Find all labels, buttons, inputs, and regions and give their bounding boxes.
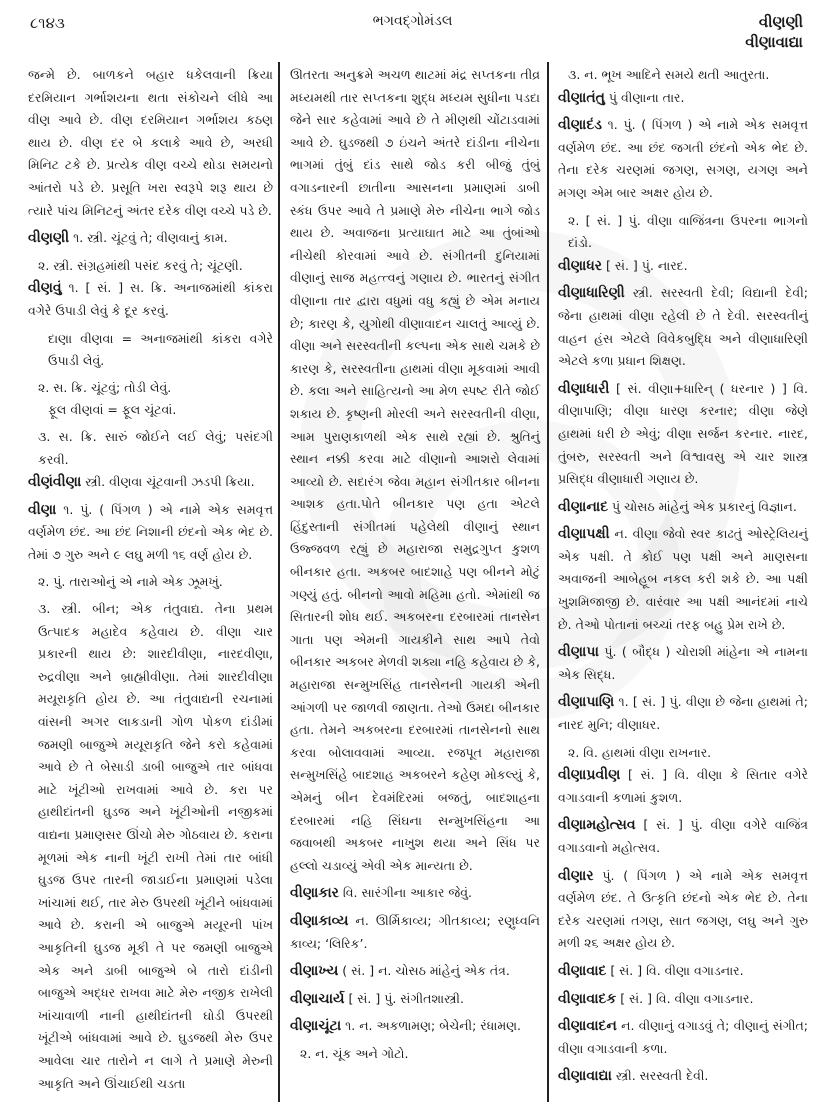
headword: વીણાપક્ષી — [558, 526, 610, 543]
dictionary-entry — [558, 814, 808, 859]
dictionary-entry — [558, 641, 808, 686]
headword: વીણાધારિણી — [558, 285, 625, 302]
headword: વીણાપાણિ — [558, 694, 615, 711]
dictionary-entry — [558, 691, 808, 736]
sense-text: ૩. ન. ભૂખ આદિને સમયે થતી આતુરતા. — [568, 67, 770, 82]
dictionary-entry — [558, 960, 808, 983]
dictionary-entry — [558, 988, 808, 1011]
sense-text: ૨. પું. તારાઓનું એ નામે એક ઝૂમખું. — [38, 574, 223, 590]
page-header — [0, 0, 825, 50]
headword: વીણાપ્રવીણ — [558, 767, 621, 784]
dictionary-entry — [558, 378, 808, 491]
column-3 — [558, 60, 808, 1093]
headword: વીણાકાવ્ય — [290, 912, 349, 929]
definition-text: [ સં. વીણા+ધારિન્ ( ધરનાર ) ] વિ. વીણાપાણિ; વીણા ધારણ કરનાર; વીણા જેણે હાથમાં ધરી છે એવું; વીણા સર્જન કરનાર. નારદ, તુંબરુ, સરસ્વતી અને વિશ્વાવસુ એ ચાર શાસ્ત્ર પ્રસિદ્ધ વીણાધારી ગણાય છે. — [558, 380, 808, 487]
definition-text: [ સં. ] પું. વીણા વગેરે વાજિંત્ર વગાડવાનો મહોત્સવ. — [558, 817, 808, 855]
definition-text: સ્ત્રી. સરસ્વતી દેવી. — [611, 1068, 709, 1084]
headword: વીણાતંતુ — [558, 89, 605, 106]
definition-text: ૧. [ સં. ] પું. વીણા છે જેના હાથમાં તે; નારદ મુનિ; વીણાધર. — [558, 694, 808, 733]
headword: વીણાચૂંટા — [290, 1018, 342, 1035]
dictionary-entry — [558, 764, 808, 809]
dictionary-entry — [558, 865, 808, 955]
headword: વીણાર — [558, 867, 594, 884]
dictionary-entry — [28, 227, 273, 250]
dictionary-entry — [558, 87, 808, 110]
headword: વીણાકાર — [290, 885, 339, 902]
headword: વીણાપા — [558, 644, 599, 661]
guide-words — [745, 12, 803, 52]
definition-text: ( સં. ] ન. ચોસઠ માંહેનું એક તંત્ર. — [338, 963, 510, 979]
definition-text: પું. ( બૌદ્ધ ) ચોરાશી માંહેના એ નામના એક સિદ્ધ. — [558, 644, 808, 682]
dictionary-entry — [28, 277, 273, 322]
book-title: ભગવદ્ગોમંડલ — [372, 13, 453, 29]
guide-word-first: વીણણી — [758, 13, 803, 31]
headword: વીણા — [28, 501, 57, 518]
sense-text: ૨. ન. ચૂંક અને ગોટો. — [300, 1045, 409, 1061]
headword: વીણાખ્ય — [290, 963, 339, 980]
sense-text: ૨. [ સં. ] પું. વીણા વાજિંત્રના ઉપરના ભાગનો દાંડો. — [568, 212, 808, 251]
dictionary-entry — [558, 496, 808, 519]
headword: વીણાવાદ — [558, 962, 607, 979]
column-1 — [28, 64, 273, 1095]
dictionary-entry — [290, 960, 540, 983]
definition-text: વિ. સારંગીના આકાર જેવું. — [338, 885, 472, 901]
sense-text: ૨. સ. ક્રિ. ચૂંટવું; તોડી લેવું. — [38, 379, 172, 395]
dictionary-entry — [558, 255, 808, 278]
definition-text: ન. વીણા જેવો સ્વર કાઢતું ઓસ્ટ્રેલિયનું એક પક્ષી. તે કોઈ પણ પક્ષી અને માણસના અવાજની આબેહૂબ નકલ કરી શકે છે. આ પક્ષી ખુશમિજાજી છે. વારંવાર આ પક્ષી આનંદમાં નાચે છે. તેઓ પોતાનાં બચ્ચાં તરફ બહુ પ્રેમ રાખે છે. — [558, 526, 808, 632]
headword: વીણવું — [28, 280, 62, 297]
headword: વીણંવીણા — [28, 474, 82, 491]
definition-text: પું. ( પિંગળ ) એ નામે એક સમવૃત્ત વર્ણમેળ છંદ. તે ઉત્કૃતિ છંદનો એક ભેદ છે. તેના દરેક ચરણમાં તગણ, સાત જગણ, લઘુ અને ગુરુ મળી ૨૬ અક્ષર હોય છે. — [558, 867, 808, 951]
definition-text: [ સં. ] વિ. વીણા વગાડનાર. — [606, 962, 744, 978]
sense-text: ૨. સ્ત્રી. સંગ્રહમાંથી પસંદ કરવું તે; ચૂંટણી. — [38, 257, 243, 273]
definition-text: ૧. ન. અકળામણ; બેચેની; રંધામણ. — [341, 1018, 522, 1034]
page-number: ૮૧૪૩ — [30, 14, 65, 32]
headword: વીણાધર — [558, 257, 603, 274]
definition-text: પું વીણાના તાર. — [604, 89, 685, 105]
sense-text: ૩. સ્ત્રી. બીન; એક તંતુવાદ્ય. તેના પ્રથમ ઉત્પાદક મહાદેવ કહેવાય છે. વીણા ચાર પ્રકારની થાય છે: શારદીવીણા, નારદવીણા, રુદ્રવીણા અને બ્રાહ્મીવીણા. તેમાં શારદીવીણા મયૂરાકૃતિ હોય છે. આ તંતુવાદ્યની રચનામાં વાંસની અગર લાકડાની ગોળ પોકળ દાંડીમાં જમણી બાજુએ મયૂરાકૃતિ જેને કરો કહેવામાં આવે છે તે બેસાડી ડાબી બાજુએ તાર બાંધવા માટે ખૂંટીઓ રાખવામાં આવે છે. કરા પર હાથીદાંતની ઘુડજ અને ખૂંટીઓની નજીકમાં વાદ્યના પ્રમાણસર ઊંચો મેરુ ગોઠવાય છે. કરાના મૂળમાં એક નાની ખૂંટી રાખી તેમાં તાર બાંધી ઘુડજ ઉપર તારની જાડાઈના પ્રમાણમાં પડેલા ખાંચામાં થઈ, તાર મેરુ ઉપરથી ખૂંટીને બાંધવામાં આવે છે. કરાની એ બાજુએ મયૂરની પાંખ આકૃતિની ઘુડજ મૂકી તે પર જમણી બાજુએ એક અને ડાબી બાજુએ બે તારો દાંડીની બાજુએ અદ્ધર રાખવા માટે મેરુ નજીક રાખેલી ખાંચાવાળી નાની હાથીદાંતની ઘોડી ઉપરથી ખૂંટીએ બાંધવામાં આવે છે. ઘુડજથી મેરુ ઉપર આવેલા ચાર તારોને ન લાગે તે પ્રમાણે મેરુની આકૃતિ અને ઊંચાઈથી ચડતા — [38, 601, 273, 1091]
definition-text: [ સં. ] પું. સંગીતશાસ્ત્રી. — [344, 990, 464, 1006]
headword: વીણણી — [28, 230, 70, 247]
definition-text: [ સં. ] પું. નારદ. — [602, 257, 688, 273]
definition-text: ૧. [ સં. ] સ. ક્રિ. અનાજમાંથી કાંકરા વગેરે ઉપાડી લેવું કે દૂર કરવું. — [28, 280, 273, 318]
definition-text: ૧. સ્ત્રી. ચૂંટવું તે; વીણવાનું કામ. — [69, 230, 228, 246]
headword: વીણાદંડ — [558, 117, 602, 134]
column-divider — [278, 62, 280, 1102]
headword: વીણાચાર્ય — [290, 990, 345, 1007]
headword: વીણાધારી — [558, 380, 610, 397]
headword: વીણામહોત્સવ — [558, 817, 636, 834]
dictionary-entry — [558, 523, 808, 636]
dictionary-entry — [290, 1015, 540, 1038]
dictionary-entry — [558, 114, 808, 204]
guide-word-last: વીણાવાદ્યા — [745, 33, 803, 51]
dictionary-entry — [290, 882, 540, 905]
dictionary-entry — [558, 1015, 808, 1060]
headword: વીણાનાદ — [558, 498, 609, 515]
headword: વીણાવાદન — [558, 1018, 617, 1035]
dictionary-entry — [290, 910, 540, 955]
dictionary-entry — [558, 282, 808, 372]
continued-text: જન્મે છે. બાળકને બહાર ધકેલવાની ક્રિયા દરમિયાન ગર્ભાશયના થતા સંકોચને લીધે આ વીણ આવે છે. વીણ દરમિયાન ગર્ભાશય કઠણ થાય છે. વીણ દર બે કલાકે આવે છે, અરધી મિનિટ ટકે છે. પ્રત્યેક વીણ વચ્ચે થોડા સમયનો આંતરો પડે છે. પ્રસૂતિ ખરા સ્વરૂપે શરૂ થાય છે ત્યારે પાંચ મિનિટનું અંતર દરેક વીણ વચ્ચે પડે છે. — [28, 67, 273, 218]
dictionary-entry — [28, 471, 273, 494]
definition-text: ૧. પું. ( પિંગળ ) એ નામે એક સમવૃત્ત વર્ણમેળ છંદ. આ છંદ જગતી છંદનો એક ભેદ છે. તેના દરેક ચરણમાં જગણ, સગણ, યગણ અને મગણ એમ બાર અક્ષર હોય છે. — [558, 117, 808, 200]
continued-text: ઊતરતા અનુક્રમે અચળ થાટમાં મંદ્ર સપ્તકના તીવ્ર મધ્યમથી તાર સપ્તકના શુદ્ધ મધ્યમ સુધીના પડદા જેને સાર કહેવામાં આવે છે તે મીણથી ચોંટાડવામાં આવે છે. ઘુડજથી ૭ ઇંચને અંતરે દાંડીના નીચેના ભાગમાં તુંબું દાંડ સાથે જોડ કરી બીજું તુંબું વગાડનારની છાતીના આસનના પ્રમાણમાં ડાબી સ્કંધ ઉપર આવે તે પ્રમાણે મેરુ નીચેના ભાગે જોડ થાય છે. અવાજના પ્રત્યાઘાત માટે આ તુંબાંઓ નીચેથી કોરવામાં આવે છે. સંગીતની દુનિયામાં વીણાનું સાજ મહત્ત્વનું ગણાય છે. ભારતનું સંગીત વીણાના તાર દ્વારા વધુમાં વધુ કહ્યું છે એમ મનાય છે; કારણ કે, યુગોથી વીણાવાદન ચાલતું આવ્યું છે. વીણા અને સરસ્વતીની કલ્પના એક સાથે ચમકે છે કારણ કે, સરસ્વતીના હાથમાં વીણા મૂકવામાં આવી છે. કલા અને સાહિત્યનો આ મેળ સ્પષ્ટ રીતે જોઈ શકાય છે. કૃષ્ણની મોરલી અને સરસ્વતીની વીણા, આમ પુરાણકાળથી એક સાથે રહ્યાં છે. શ્રુતિનું સ્થાન નક્કી કરવા માટે વીણાનો આશરો લેવામાં આવ્યો છે. સદારંગ જેવા મહાન સંગીતકાર બીનના આશક હતા.પોતે બીનકાર પણ હતા એટલે હિંદુસ્તાની સંગીતમાં પહેલેથી વીણાનું સ્થાન ઉજ્જવળ રહ્યું છે મહારાજા સમુદ્રગુપ્ત કુશળ બીનકાર હતા. અકબર બાદશાહે પણ બીનને મોટું ગણ્યું હતું. બીનનો આવો મહિમા હતો. એમાંથી જ સિતારની શોધ થઈ. અકબરના દરબારમાં તાનસેન ગાતા પણ એમની ગાયકીને સાથ આપે તેવો બીનકાર અકબર મેળવી શક્યા નહિ કહેવાય છે કે, મહારાજા સન્મુખસિંહ તાનસેનની ગાયકી એની આંગળી પર જાળવી જાણતા. તેઓ ઉમદા બીનકાર હતા. તેમને અકબરના દરબારમાં તાનસેનનો સાથ કરવા બોલાવવામાં આવ્યા. રજપૂત મહારાજા સન્મુખસિંહે બાદશાહ અકબરને કહેણ મોકલ્યું કે, એમનું બીન દેવમંદિરમાં બજતું, બાદશાહના દરબારમાં નહિ સિંઘના સન્મુખસિંહના આ જવાબથી અકબર નાખુશ થયા અને સિંધ પર હલ્લો ચડાવ્યું એવી એક માન્યતા છે. — [290, 67, 540, 873]
definition-text: ન. ઊર્મિકાવ્ય; ગીતકાવ્ય; રણુધ્વનિ કાવ્ય; ‘લિરિક’. — [290, 912, 540, 951]
sense-text: ૩. સ. ક્રિ. સારું જોઈને લઈ લેવું; પસંદગી કરવી. — [38, 428, 273, 467]
usage-example: ફૂલ વીણવાં = ફૂલ ચૂંટવાં. — [48, 402, 177, 418]
definition-text: પું ચોસઠ માંહેનું એક પ્રકારનું વિજ્ઞાન. — [608, 498, 797, 514]
headword: વીણાવાદ્યા — [558, 1068, 612, 1085]
headword: વીણાવાદક — [558, 990, 617, 1007]
dictionary-entry — [290, 988, 540, 1011]
column-2 — [290, 64, 540, 1066]
column-divider — [547, 62, 549, 1102]
definition-text: ૧. પું. ( પિંગળ ) એ નામે એક સમવૃત્ત વર્ણમેળ છંદ. આ છંદ નિશાની છંદનો એક ભેદ છે. તેમાં ૭ ગુરુ અને ૯ લઘુ મળી ૧૬ વર્ણ હોય છે. — [28, 501, 273, 562]
dictionary-entry — [558, 1065, 808, 1088]
definition-text: [ સં. ] વિ. વીણા વગાડનાર. — [616, 990, 754, 1006]
definition-text: [ સં. ] વિ. વીણા કે સિતાર વગેરે વગાડવાની કળામાં કુશળ. — [558, 767, 808, 805]
usage-example: દાણા વીણવા = અનાજમાંથી કાંકરા વગેરે ઉપાડી લેવું. — [48, 330, 273, 369]
dictionary-entry — [28, 499, 273, 567]
sense-text: ૨. વિ. હાથમાં વીણા રાખનાર. — [568, 744, 712, 760]
definition-text: સ્ત્રી. સરસ્વતી દેવી; વિદ્યાની દેવી; જેના હાથમાં વીણા રહેલી છે તે દેવી. સરસ્વતીનું વાહન હંસ એટલે વિવેકબુદ્ધિ અને વીણાધારિણી એટલે કળા પ્રધાન શિક્ષણ. — [558, 285, 808, 369]
definition-text: સ્ત્રી. વીણવા ચૂંટવાની ઝડપી ક્રિયા. — [81, 474, 255, 490]
definition-text: ન. વીણાનું વગાડવું તે; વીણાનું સંગીત; વીણા વગાડવાની કળા. — [558, 1018, 808, 1056]
